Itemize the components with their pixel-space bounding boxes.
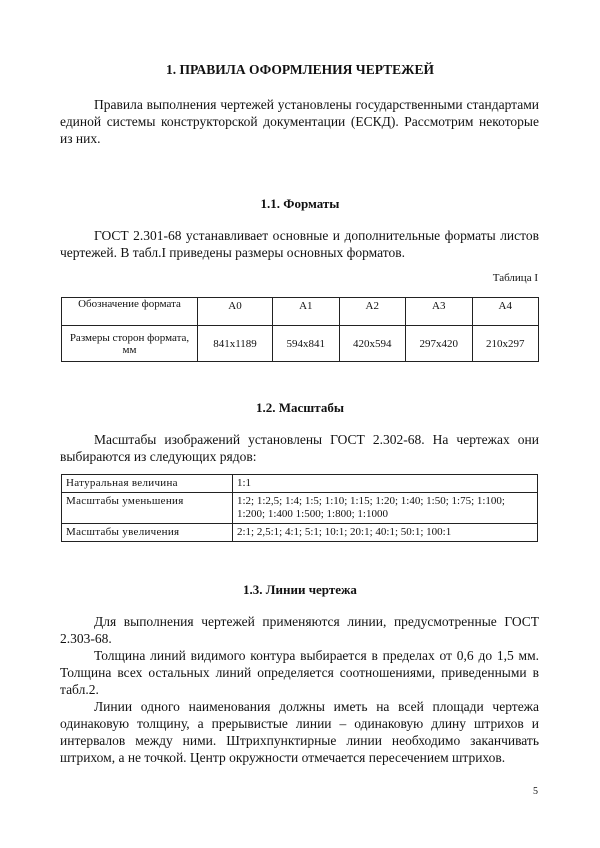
section-heading-lines: 1.3. Линии чертежа <box>243 582 357 597</box>
scales-table <box>61 474 538 542</box>
table-cell: А0 <box>198 298 273 326</box>
section-heading-formats: 1.1. Форматы <box>260 196 340 211</box>
section-heading-scales: 1.2. Масштабы <box>256 400 344 415</box>
page-title: 1. ПРАВИЛА ОФОРМЛЕНИЯ ЧЕРТЕЖЕЙ <box>166 62 434 77</box>
table-row <box>62 326 539 362</box>
lines-paragraph-1: Для выполнения чертежей применяются линии, предусмотренные ГОСТ 2.303-68. <box>60 614 539 646</box>
table-cell: 1:2; 1:2,5; 1:4; 1:5; 1:10; 1:15; 1:20; 1:40; 1:50; 1:75; 1:100; 1:200; 1:400 1:500; 1:800; 1:1000 <box>233 493 538 524</box>
table-cell: 210x297 <box>472 326 539 362</box>
page-number: 5 <box>533 786 538 797</box>
scales-paragraph: Масштабы изображений установлены ГОСТ 2.302-68. На чертежах они выбираются из следующих рядов: <box>60 432 539 464</box>
table-cell: Масштабы увеличения <box>62 524 233 542</box>
formats-paragraph: ГОСТ 2.301-68 устанавливает основные и дополнительные форматы листов чертежей. В табл.I приведены размеры основных форматов. <box>60 228 539 260</box>
table-row <box>62 524 538 542</box>
table-cell: 841x1189 <box>198 326 273 362</box>
table-cell: А3 <box>406 298 472 326</box>
table-cell: 420x594 <box>339 326 405 362</box>
table-cell: А4 <box>472 298 539 326</box>
table-cell: 1:1 <box>233 475 538 493</box>
table-caption: Таблица I <box>492 272 538 284</box>
table-row <box>62 298 539 326</box>
table-cell: 297x420 <box>406 326 472 362</box>
table-row <box>62 475 538 493</box>
table-cell: А1 <box>273 298 339 326</box>
table-cell: Масштабы уменьшения <box>62 493 233 524</box>
intro-paragraph: Правила выполнения чертежей установлены государственными стандартами единой системы конструкторской документации (ЕСКД). Рассмотрим некоторые из них. <box>60 97 539 146</box>
table-cell: 2:1; 2,5:1; 4:1; 5:1; 10:1; 20:1; 40:1; 50:1; 100:1 <box>233 524 538 542</box>
formats-table <box>61 297 539 362</box>
lines-paragraph-2: Толщина линий видимого контура выбирается в пределах от 0,6 до 1,5 мм. Толщина всех остальных линий определяется соотношениями, приведенными в табл.2. <box>60 648 539 697</box>
table-cell: Обозначение формата <box>62 298 198 326</box>
table-row <box>62 493 538 524</box>
table-cell: А2 <box>339 298 405 326</box>
table-cell: Размеры сторон формата, мм <box>62 326 198 362</box>
lines-paragraph-3: Линии одного наименования должны иметь на всей площади чертежа одинаковую толщину, а прерывистые линии – одинаковую длину штрихов и интервалов между ними. Штрихпунктирные линии необходимо заканчивать штрихом, а не точкой. Центр окружности отмечается пересечением штрихов. <box>60 699 539 765</box>
table-cell: 594x841 <box>273 326 339 362</box>
table-cell: Натуральная величина <box>62 475 233 493</box>
